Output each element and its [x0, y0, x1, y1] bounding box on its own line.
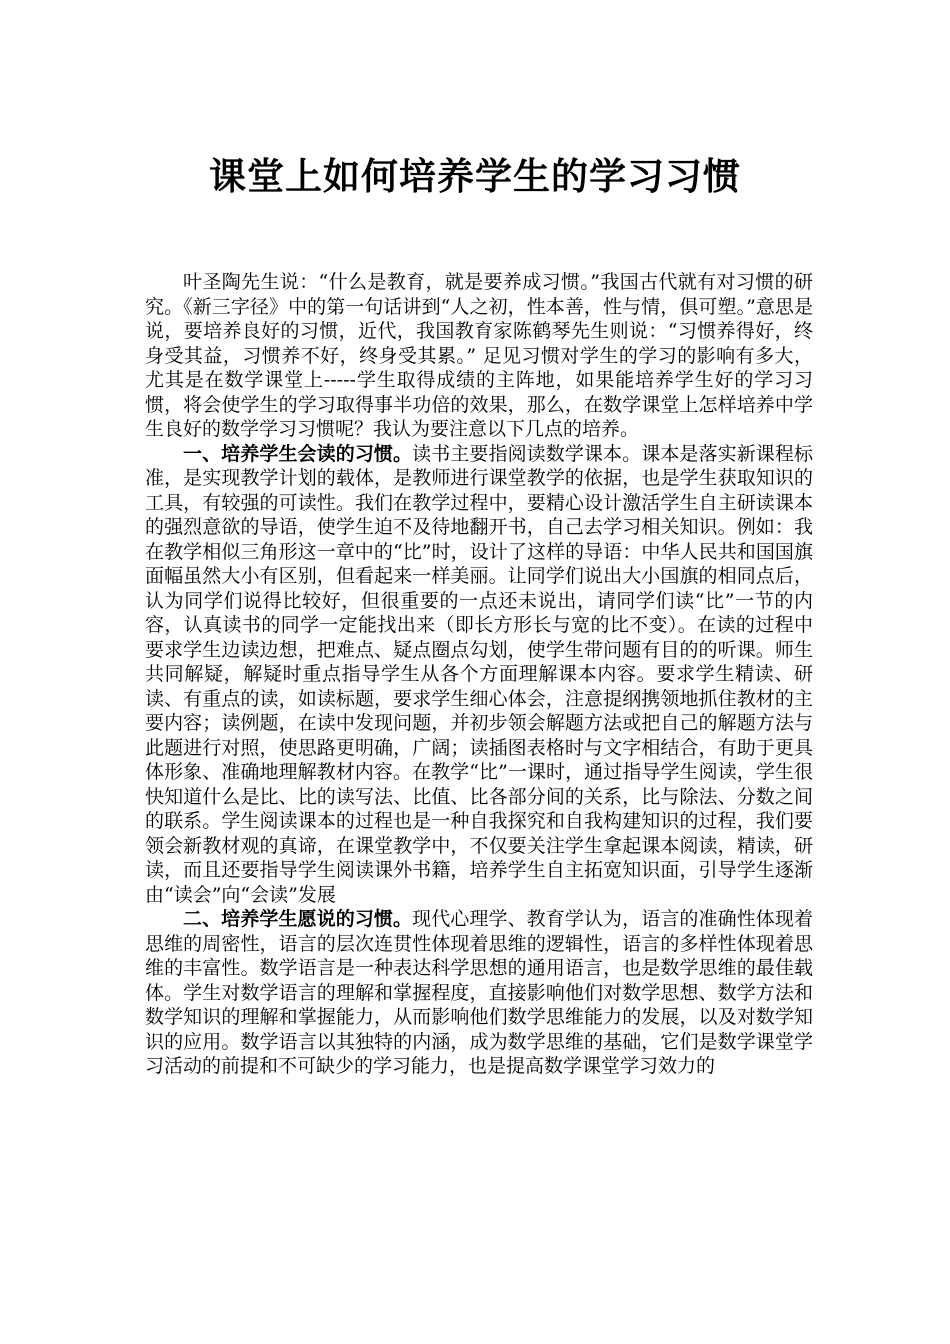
section-2-text: 现代心理学、教育学认为，语言的准确性体现着思维的周密性，语言的层次连贯性体现着思维的逻辑性，语言的多样性体现着思维的丰富性。数学语言是一种表达科学思想的通用语言，也是数学思维的最佳载体。学生对数学语言的理解和掌握程度，直接影响他们对数学思想、数学方法和数学知识的理解和掌握能力，从而影响他们数学思维能力的发展，以及对数学知识的应用。数学语言以其独特的内涵，成为数学思维的基础，它们是数学课堂学习活动的前提和不可缺少的学习能力，也是提高数学课堂学习效力的 [145, 908, 813, 1077]
document-body [145, 270, 813, 1079]
document-title: 课堂上如何培养学生的学习习惯 [209, 154, 741, 198]
section-2-heading: 二、培养学生愿说的习惯。 [183, 908, 413, 930]
intro-paragraph: 叶圣陶先生说：“什么是教育，就是要养成习惯。”我国古代就有对习惯的研究。《新三字径》中的第一句话讲到“人之初，性本善，性与情，俱可塑。”意思是说，要培养良好的习惯，近代，我国教育家陈鹤琴先生则说：“习惯养得好，终身受其益，习惯养不好，终身受其累。” 足见习惯对学生的学习的影响有多大，尤其是在数学课堂上-----学生取得成绩的主阵地，如果能培养学生好的学习习惯，将会使学生的学习取得事半功倍的效果，那么，在数学课堂上怎样培养中学生良好的数学学习习惯呢？我认为要注意以下几点的培养。 [145, 271, 813, 440]
section-1-text: 读书主要指阅读数学课本。课本是落实新课程标准，是实现教学计划的载体，是教师进行课堂教学的依据，也是学生获取知识的工具，有较强的可读性。我们在教学过程中，要精心设计激活学生自主研读课本的强烈意欲的导语，使学生迫不及待地翻开书，自己去学习相关知识。例如：我在教学相似三角形这一章中的“比”时，设计了这样的导语：中华人民共和国国旗面幅虽然大小有区别，但看起来一样美丽。让同学们说出大小国旗的相同点后，认为同学们说得比较好，但很重要的一点还未说出，请同学们读“比”一节的内容，认真读书的同学一定能找出来（即长方形长与宽的比不变）。在读的过程中要求学生边读边想，把难点、疑点圈点勾划，使学生带问题有目的的听课。师生共同解疑，解疑时重点指导学生从各个方面理解课本内容。要求学生精读、研读、有重点的读，如读标题，要求学生细心体会，注意提纲携领地抓住教材的主要内容；读例题，在读中发现问题，并初步领会解题方法或把自己的解题方法与此题进行对照，使思路更明确，广阔；读插图表格时与文字相结合，有助于更具体形象、准确地理解教材内容。在教学“比”一课时，通过指导学生阅读，学生很快知道什么是比、比的读写法、比值、比各部分间的关系，比与除法、分数之间的联系。学生阅读课本的过程也是一种自我探究和自我构建知识的过程，我们要领会新教材观的真谛，在课堂教学中，不仅要关注学生拿起课本阅读，精读，研读，而且还要指导学生阅读课外书籍，培养学生自主拓宽知识面，引导学生逐渐由“读会”向“会读”发展 [145, 442, 813, 906]
section-2-paragraph [145, 907, 813, 1079]
section-1-paragraph [145, 442, 813, 908]
section-1-heading: 一、培养学生会读的习惯。 [183, 442, 413, 465]
